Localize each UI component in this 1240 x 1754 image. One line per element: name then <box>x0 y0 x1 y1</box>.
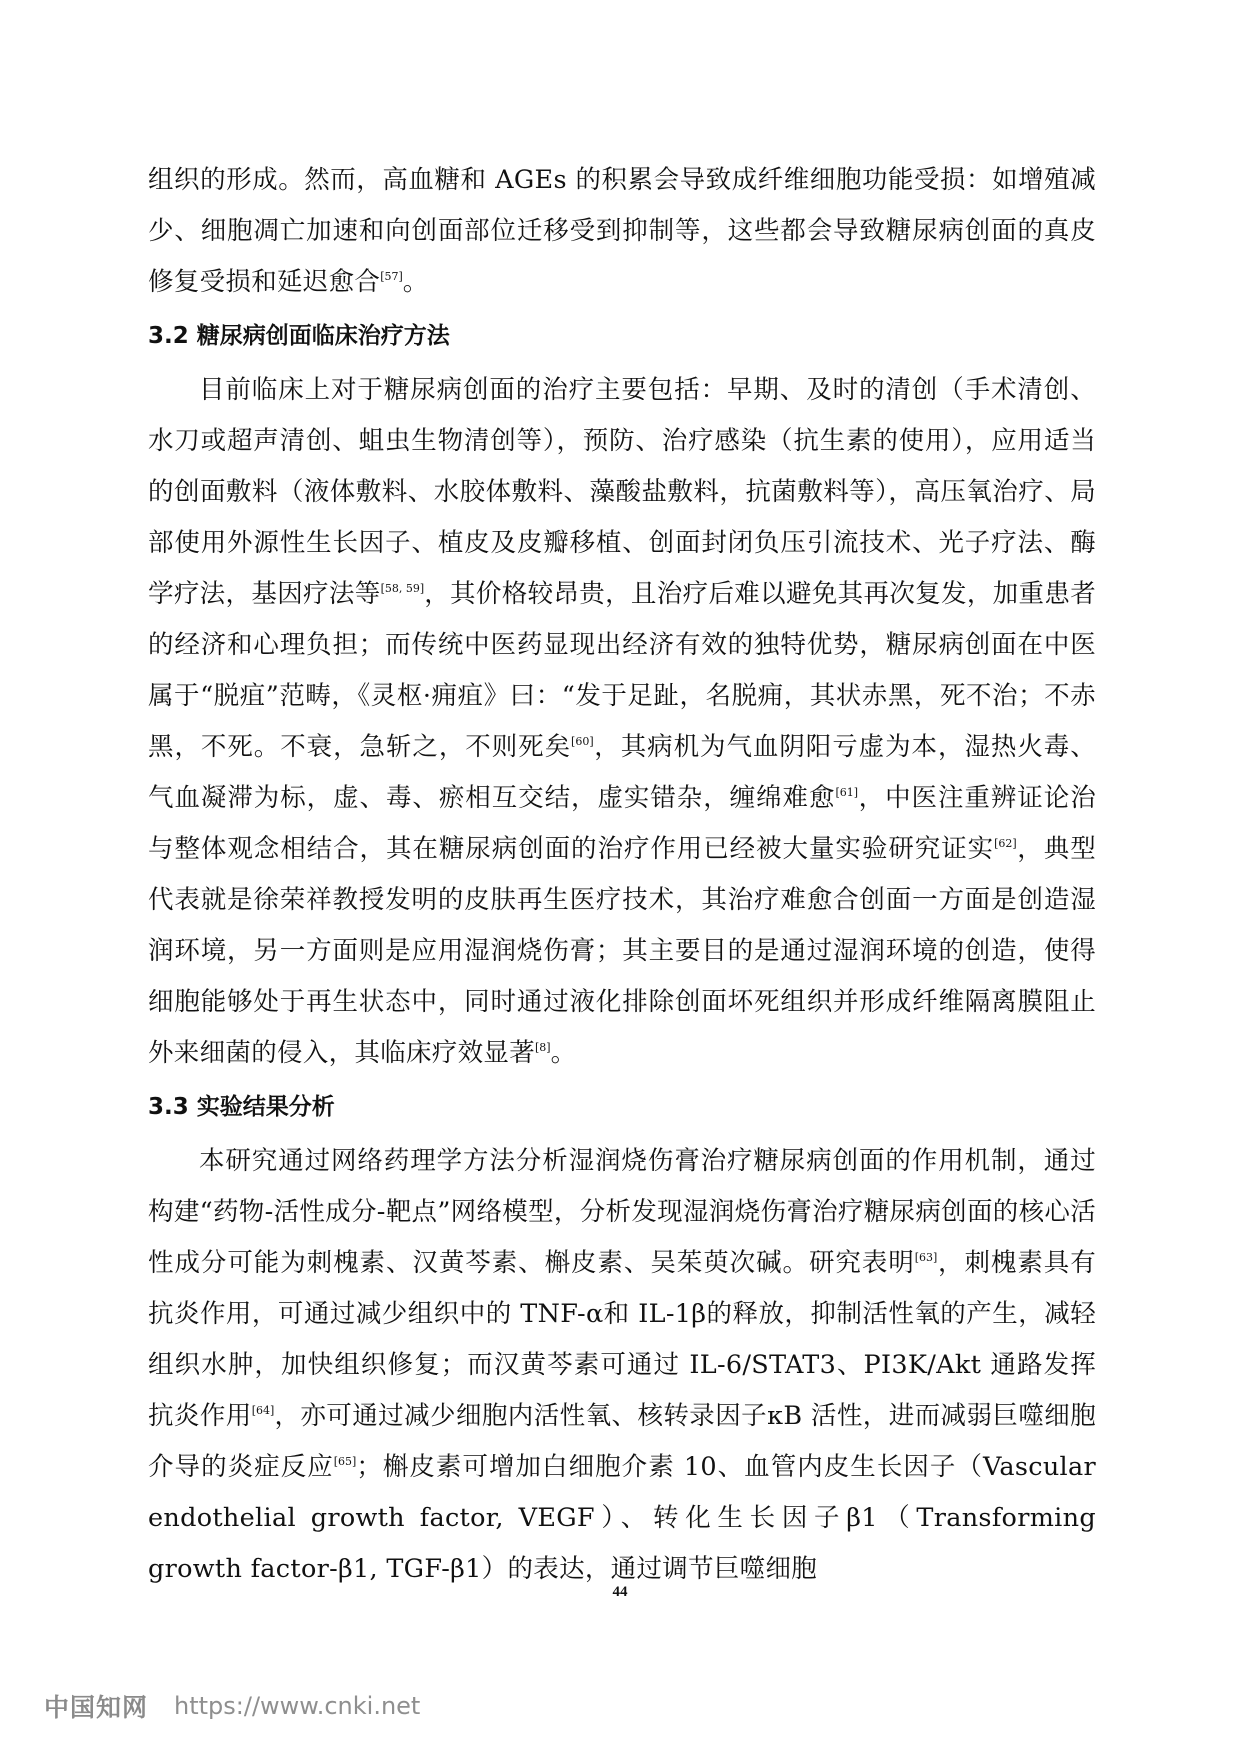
cnki-url-link[interactable]: https://www.cnki.net <box>174 1692 421 1720</box>
cnki-brand-logo: 中国知网 <box>44 1693 149 1722</box>
paragraph-results-analysis: 本研究通过网络药理学方法分析湿润烧伤膏治疗糖尿病创面的作用机制，通过构建“药物-活性成分-靶点”网络模型，分析发现湿润烧伤膏治疗糖尿病创面的核心活性成分可能为刺槐素、汉黄芩素、槲皮素、吴茱萸次碱。研究表明[63]，刺槐素具有抗炎作用，可通过减少组织中的 TNF-α和 IL-1β的释放，抑制活性氧的产生，减轻组织水肿，加快组织修复；而汉黄芩素可通过 IL-6/STAT3、PI3K/Akt 通路发挥抗炎作用[64]，亦可通过减少细胞内活性氧、核转录因子κB 活性，进而减弱巨噬细胞介导的炎症反应[65]；槲皮素可增加白细胞介素 10、血管内皮生长因子（Vascular endothelial growth factor, VEGF）、转化生长因子β1（Transforming growth factor-β1, TGF-β1）的表达，通过调节巨噬细胞 <box>148 1146 1096 1584</box>
citation[interactable]: [57] <box>380 270 403 283</box>
citation[interactable]: [62] <box>994 837 1017 850</box>
page-number: 44 <box>612 1584 628 1600</box>
citation[interactable]: [64] <box>251 1404 275 1417</box>
page-body <box>148 155 1096 1595</box>
section-heading-3-3: 3.3 实验结果分析 <box>148 1094 335 1120</box>
citation[interactable]: [63] <box>914 1251 938 1264</box>
citation[interactable]: [58, 59] <box>380 582 425 595</box>
paragraph-clinical-treatment: 目前临床上对于糖尿病创面的治疗主要包括：早期、及时的清创（手术清创、水刀或超声清创、蛆虫生物清创等），预防、治疗感染（抗生素的使用），应用适当的创面敷料（液体敷料、水胶体敷料、藻酸盐敷料，抗菌敷料等），高压氧治疗、局部使用外源性生长因子、植皮及皮瓣移植、创面封闭负压引流技术、光子疗法、酶学疗法，基因疗法等[58, 59]，其价格较昂贵，且治疗后难以避免其再次复发，加重患者的经济和心理负担；而传统中医药显现出经济有效的独特优势，糖尿病创面在中医属于“脱疽”范畴，《灵枢·痈疽》曰：“发于足趾，名脱痈，其状赤黑，死不治；不赤黑，不死。不衰，急斩之，不则死矣[60]，其病机为气血阴阳亏虚为本，湿热火毒、气血凝滞为标，虚、毒、瘀相互交结，虚实错杂，缠绵难愈[61]，中医注重辨证论治与整体观念相结合，其在糖尿病创面的治疗作用已经被大量实验研究证实[62]，典型代表就是徐荣祥教授发明的皮肤再生医疗技术，其治疗难愈合创面一方面是创造湿润环境，另一方面则是应用湿润烧伤膏；其主要目的是通过湿润环境的创造，使得细胞能够处于再生状态中，同时通过液化排除创面坏死组织并形成纤维隔离膜阻止外来细菌的侵入，其临床疗效显著[8]。 <box>148 375 1096 1068</box>
citation[interactable]: [65] <box>333 1455 357 1468</box>
citation[interactable]: [61] <box>835 786 859 799</box>
section-heading-3-2: 3.2 糖尿病创面临床治疗方法 <box>148 323 450 349</box>
cnki-watermark <box>44 1686 420 1726</box>
citation[interactable]: [60] <box>571 735 594 748</box>
citation[interactable]: [8] <box>535 1041 551 1054</box>
paragraph-continuation: 组织的形成。然而，高血糖和 AGEs 的积累会导致成纤维细胞功能受损：如增殖减少、细胞凋亡加速和向创面部位迁移受到抑制等，这些都会导致糖尿病创面的真皮修复受损和延迟愈合[57]。 <box>148 165 1096 297</box>
